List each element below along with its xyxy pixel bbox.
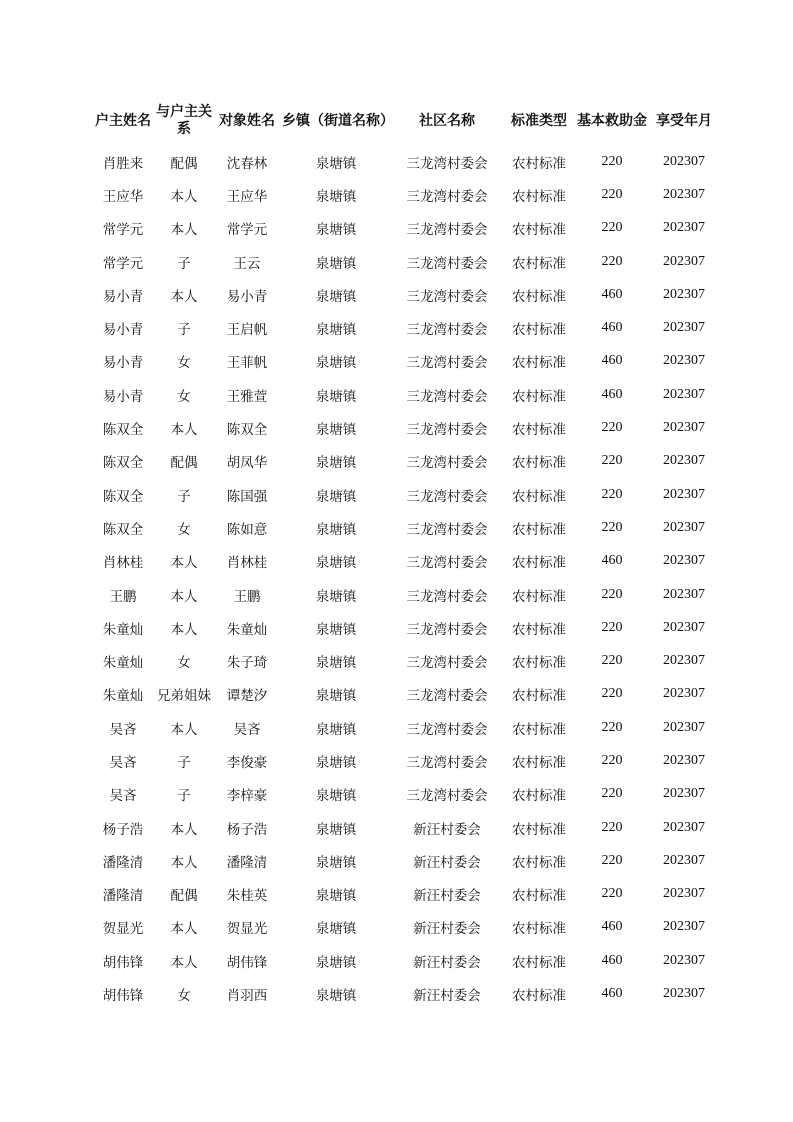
cell-recipient-name: 贺显光: [226, 921, 268, 938]
cell-household-head: 吴吝: [109, 788, 137, 805]
cell-household-head: 胡伟锋: [102, 954, 144, 971]
cell-relation: 本人: [170, 188, 198, 205]
cell-relief-amount: 460: [601, 919, 623, 935]
cell-benefit-month: 202307: [663, 153, 705, 169]
cell-relief-amount: 220: [601, 519, 623, 535]
cell-relation: 本人: [170, 854, 198, 871]
header-township: 乡镇（街道名称）: [282, 112, 394, 129]
cell-benefit-month: 202307: [663, 619, 705, 635]
cell-benefit-month: 202307: [663, 253, 705, 269]
cell-community: 新汪村委会: [413, 821, 481, 838]
cell-household-head: 常学元: [102, 255, 144, 272]
cell-community: 新汪村委会: [413, 988, 481, 1005]
cell-benefit-month: 202307: [663, 886, 705, 902]
header-recipient-name: 对象姓名: [219, 112, 275, 129]
table-row: [90, 911, 718, 944]
cell-household-head: 陈双全: [102, 488, 144, 505]
table-row: [90, 278, 718, 311]
cell-township: 泉塘镇: [315, 255, 357, 272]
cell-household-head: 杨子浩: [102, 821, 144, 838]
cell-township: 泉塘镇: [315, 721, 357, 738]
cell-township: 泉塘镇: [315, 555, 357, 572]
cell-standard-type: 农村标准: [512, 255, 566, 272]
cell-township: 泉塘镇: [315, 621, 357, 638]
cell-standard-type: 农村标准: [512, 821, 566, 838]
cell-community: 三龙湾村委会: [406, 588, 488, 605]
cell-standard-type: 农村标准: [512, 455, 566, 472]
cell-community: 三龙湾村委会: [406, 521, 488, 538]
cell-relation: 本人: [170, 588, 198, 605]
table-row: [90, 145, 718, 178]
cell-recipient-name: 沈春林: [226, 155, 268, 172]
cell-relief-amount: 220: [601, 253, 623, 269]
cell-benefit-month: 202307: [663, 686, 705, 702]
cell-household-head: 易小青: [102, 388, 144, 405]
cell-township: 泉塘镇: [315, 988, 357, 1005]
cell-household-head: 朱童灿: [102, 688, 144, 705]
cell-township: 泉塘镇: [315, 788, 357, 805]
cell-relief-amount: 460: [601, 553, 623, 569]
cell-community: 三龙湾村委会: [406, 721, 488, 738]
cell-recipient-name: 肖羽西: [226, 988, 268, 1005]
cell-township: 泉塘镇: [315, 355, 357, 372]
cell-relation: 配偶: [170, 888, 198, 905]
header-community: 社区名称: [419, 112, 475, 129]
cell-relief-amount: 220: [601, 819, 623, 835]
cell-recipient-name: 胡伟锋: [226, 954, 268, 971]
cell-standard-type: 农村标准: [512, 388, 566, 405]
table-row: [90, 644, 718, 677]
cell-household-head: 朱童灿: [102, 655, 144, 672]
cell-relief-amount: 220: [601, 486, 623, 502]
cell-recipient-name: 王启帆: [226, 322, 268, 339]
cell-relation: 女: [177, 388, 191, 405]
cell-standard-type: 农村标准: [512, 588, 566, 605]
cell-relief-amount: 220: [601, 752, 623, 768]
cell-relief-amount: 460: [601, 952, 623, 968]
cell-relation: 本人: [170, 222, 198, 239]
cell-relief-amount: 460: [601, 386, 623, 402]
cell-community: 三龙湾村委会: [406, 621, 488, 638]
cell-household-head: 陈双全: [102, 422, 144, 439]
cell-recipient-name: 朱桂英: [226, 888, 268, 905]
table-header-row: [90, 97, 718, 145]
table-row: [90, 578, 718, 611]
table-row: [90, 345, 718, 378]
cell-relation: 本人: [170, 621, 198, 638]
cell-benefit-month: 202307: [663, 420, 705, 436]
cell-household-head: 易小青: [102, 288, 144, 305]
header-standard-type: 标准类型: [511, 112, 567, 129]
cell-recipient-name: 吴吝: [233, 721, 261, 738]
cell-township: 泉塘镇: [315, 521, 357, 538]
cell-household-head: 潘隆清: [102, 888, 144, 905]
cell-household-head: 常学元: [102, 222, 144, 239]
cell-household-head: 贺显光: [102, 921, 144, 938]
cell-household-head: 肖胜来: [102, 155, 144, 172]
header-benefit-month: 享受年月: [656, 112, 712, 129]
header-relation-to-head: 与户主关系: [156, 104, 212, 137]
cell-standard-type: 农村标准: [512, 422, 566, 439]
cell-benefit-month: 202307: [663, 752, 705, 768]
cell-standard-type: 农村标准: [512, 322, 566, 339]
table-row: [90, 778, 718, 811]
cell-household-head: 潘隆清: [102, 854, 144, 871]
cell-standard-type: 农村标准: [512, 555, 566, 572]
cell-relief-amount: 220: [601, 719, 623, 735]
cell-relation: 本人: [170, 721, 198, 738]
cell-recipient-name: 谭楚汐: [226, 688, 268, 705]
cell-relation: 女: [177, 521, 191, 538]
cell-standard-type: 农村标准: [512, 355, 566, 372]
cell-community: 三龙湾村委会: [406, 555, 488, 572]
cell-relief-amount: 220: [601, 653, 623, 669]
cell-standard-type: 农村标准: [512, 222, 566, 239]
cell-recipient-name: 易小青: [226, 288, 268, 305]
table-body: [90, 145, 718, 1011]
cell-relation: 女: [177, 988, 191, 1005]
cell-recipient-name: 陈如意: [226, 521, 268, 538]
cell-household-head: 陈双全: [102, 521, 144, 538]
table-row: [90, 611, 718, 644]
cell-community: 三龙湾村委会: [406, 322, 488, 339]
cell-benefit-month: 202307: [663, 986, 705, 1002]
cell-recipient-name: 朱子琦: [226, 655, 268, 672]
cell-benefit-month: 202307: [663, 353, 705, 369]
cell-relation: 女: [177, 655, 191, 672]
cell-recipient-name: 王应华: [226, 188, 268, 205]
table-row: [90, 245, 718, 278]
cell-community: 三龙湾村委会: [406, 188, 488, 205]
cell-standard-type: 农村标准: [512, 621, 566, 638]
cell-community: 三龙湾村委会: [406, 455, 488, 472]
cell-standard-type: 农村标准: [512, 521, 566, 538]
cell-benefit-month: 202307: [663, 453, 705, 469]
cell-relief-amount: 220: [601, 420, 623, 436]
cell-standard-type: 农村标准: [512, 488, 566, 505]
table-row: [90, 445, 718, 478]
cell-standard-type: 农村标准: [512, 954, 566, 971]
cell-relation: 子: [177, 488, 191, 505]
cell-township: 泉塘镇: [315, 588, 357, 605]
cell-standard-type: 农村标准: [512, 854, 566, 871]
cell-recipient-name: 陈国强: [226, 488, 268, 505]
cell-township: 泉塘镇: [315, 488, 357, 505]
cell-relief-amount: 220: [601, 453, 623, 469]
cell-recipient-name: 王云: [233, 255, 261, 272]
cell-standard-type: 农村标准: [512, 788, 566, 805]
cell-relief-amount: 460: [601, 986, 623, 1002]
table-row: [90, 545, 718, 578]
cell-relation: 子: [177, 788, 191, 805]
cell-township: 泉塘镇: [315, 655, 357, 672]
table-row: [90, 212, 718, 245]
cell-household-head: 吴吝: [109, 721, 137, 738]
cell-household-head: 吴吝: [109, 754, 137, 771]
cell-community: 新汪村委会: [413, 888, 481, 905]
cell-relief-amount: 220: [601, 220, 623, 236]
cell-township: 泉塘镇: [315, 422, 357, 439]
cell-township: 泉塘镇: [315, 888, 357, 905]
cell-benefit-month: 202307: [663, 320, 705, 336]
cell-benefit-month: 202307: [663, 553, 705, 569]
cell-relation: 本人: [170, 821, 198, 838]
table-row: [90, 511, 718, 544]
cell-benefit-month: 202307: [663, 486, 705, 502]
cell-relief-amount: 220: [601, 852, 623, 868]
cell-standard-type: 农村标准: [512, 655, 566, 672]
cell-community: 三龙湾村委会: [406, 422, 488, 439]
cell-relation: 子: [177, 255, 191, 272]
cell-relief-amount: 220: [601, 619, 623, 635]
cell-relation: 本人: [170, 422, 198, 439]
cell-recipient-name: 陈双全: [226, 422, 268, 439]
cell-relief-amount: 220: [601, 153, 623, 169]
table-row: [90, 378, 718, 411]
cell-township: 泉塘镇: [315, 688, 357, 705]
cell-relief-amount: 460: [601, 320, 623, 336]
cell-community: 三龙湾村委会: [406, 754, 488, 771]
cell-recipient-name: 常学元: [226, 222, 268, 239]
cell-household-head: 王鹏: [109, 588, 137, 605]
cell-benefit-month: 202307: [663, 586, 705, 602]
cell-relief-amount: 220: [601, 886, 623, 902]
cell-standard-type: 农村标准: [512, 188, 566, 205]
cell-standard-type: 农村标准: [512, 921, 566, 938]
cell-recipient-name: 潘隆清: [226, 854, 268, 871]
cell-recipient-name: 胡凤华: [226, 455, 268, 472]
cell-community: 三龙湾村委会: [406, 655, 488, 672]
cell-household-head: 肖林桂: [102, 555, 144, 572]
cell-recipient-name: 王菲帆: [226, 355, 268, 372]
cell-township: 泉塘镇: [315, 388, 357, 405]
cell-township: 泉塘镇: [315, 854, 357, 871]
cell-standard-type: 农村标准: [512, 721, 566, 738]
cell-recipient-name: 杨子浩: [226, 821, 268, 838]
cell-township: 泉塘镇: [315, 288, 357, 305]
table-row: [90, 711, 718, 744]
cell-household-head: 陈双全: [102, 455, 144, 472]
cell-recipient-name: 朱童灿: [226, 621, 268, 638]
cell-relation: 女: [177, 355, 191, 372]
cell-standard-type: 农村标准: [512, 288, 566, 305]
cell-township: 泉塘镇: [315, 921, 357, 938]
cell-relief-amount: 460: [601, 286, 623, 302]
cell-relation: 配偶: [170, 155, 198, 172]
cell-community: 新汪村委会: [413, 954, 481, 971]
cell-relation: 配偶: [170, 455, 198, 472]
cell-township: 泉塘镇: [315, 322, 357, 339]
cell-benefit-month: 202307: [663, 719, 705, 735]
cell-community: 三龙湾村委会: [406, 788, 488, 805]
cell-relief-amount: 220: [601, 686, 623, 702]
cell-relation: 兄弟姐妹: [157, 688, 211, 705]
table-row: [90, 178, 718, 211]
cell-township: 泉塘镇: [315, 455, 357, 472]
cell-community: 三龙湾村委会: [406, 222, 488, 239]
header-household-head-name: 户主姓名: [95, 112, 151, 129]
cell-township: 泉塘镇: [315, 754, 357, 771]
cell-relation: 子: [177, 322, 191, 339]
cell-community: 新汪村委会: [413, 854, 481, 871]
cell-household-head: 朱童灿: [102, 621, 144, 638]
cell-community: 三龙湾村委会: [406, 488, 488, 505]
cell-relief-amount: 220: [601, 786, 623, 802]
cell-recipient-name: 肖林桂: [226, 555, 268, 572]
cell-relation: 本人: [170, 921, 198, 938]
cell-household-head: 易小青: [102, 322, 144, 339]
table-row: [90, 977, 718, 1010]
cell-benefit-month: 202307: [663, 286, 705, 302]
table-row: [90, 811, 718, 844]
cell-standard-type: 农村标准: [512, 688, 566, 705]
cell-township: 泉塘镇: [315, 188, 357, 205]
cell-recipient-name: 李梓豪: [226, 788, 268, 805]
cell-benefit-month: 202307: [663, 220, 705, 236]
cell-relief-amount: 460: [601, 353, 623, 369]
cell-benefit-month: 202307: [663, 519, 705, 535]
table-row: [90, 744, 718, 777]
cell-benefit-month: 202307: [663, 186, 705, 202]
cell-community: 三龙湾村委会: [406, 355, 488, 372]
cell-township: 泉塘镇: [315, 954, 357, 971]
table-row: [90, 944, 718, 977]
cell-community: 三龙湾村委会: [406, 155, 488, 172]
table-row: [90, 478, 718, 511]
cell-relation: 子: [177, 754, 191, 771]
cell-community: 新汪村委会: [413, 921, 481, 938]
cell-standard-type: 农村标准: [512, 155, 566, 172]
cell-relief-amount: 220: [601, 586, 623, 602]
header-basic-relief-amount: 基本救助金: [577, 112, 647, 129]
table-row: [90, 878, 718, 911]
cell-recipient-name: 王鹏: [233, 588, 261, 605]
table-row: [90, 311, 718, 344]
cell-benefit-month: 202307: [663, 952, 705, 968]
cell-recipient-name: 王雅萱: [226, 388, 268, 405]
cell-community: 三龙湾村委会: [406, 288, 488, 305]
cell-community: 三龙湾村委会: [406, 255, 488, 272]
cell-household-head: 易小青: [102, 355, 144, 372]
cell-standard-type: 农村标准: [512, 988, 566, 1005]
cell-community: 三龙湾村委会: [406, 688, 488, 705]
cell-township: 泉塘镇: [315, 222, 357, 239]
cell-benefit-month: 202307: [663, 919, 705, 935]
cell-community: 三龙湾村委会: [406, 388, 488, 405]
table-row: [90, 678, 718, 711]
cell-benefit-month: 202307: [663, 386, 705, 402]
cell-township: 泉塘镇: [315, 821, 357, 838]
cell-standard-type: 农村标准: [512, 754, 566, 771]
cell-household-head: 胡伟锋: [102, 988, 144, 1005]
cell-household-head: 王应华: [102, 188, 144, 205]
table-row: [90, 844, 718, 877]
cell-standard-type: 农村标准: [512, 888, 566, 905]
cell-benefit-month: 202307: [663, 653, 705, 669]
cell-relation: 本人: [170, 555, 198, 572]
cell-recipient-name: 李俊豪: [226, 754, 268, 771]
cell-benefit-month: 202307: [663, 819, 705, 835]
table-row: [90, 411, 718, 444]
cell-relation: 本人: [170, 288, 198, 305]
cell-relation: 本人: [170, 954, 198, 971]
cell-relief-amount: 220: [601, 186, 623, 202]
cell-township: 泉塘镇: [315, 155, 357, 172]
cell-benefit-month: 202307: [663, 852, 705, 868]
relief-recipient-table: [90, 97, 718, 1011]
cell-benefit-month: 202307: [663, 786, 705, 802]
